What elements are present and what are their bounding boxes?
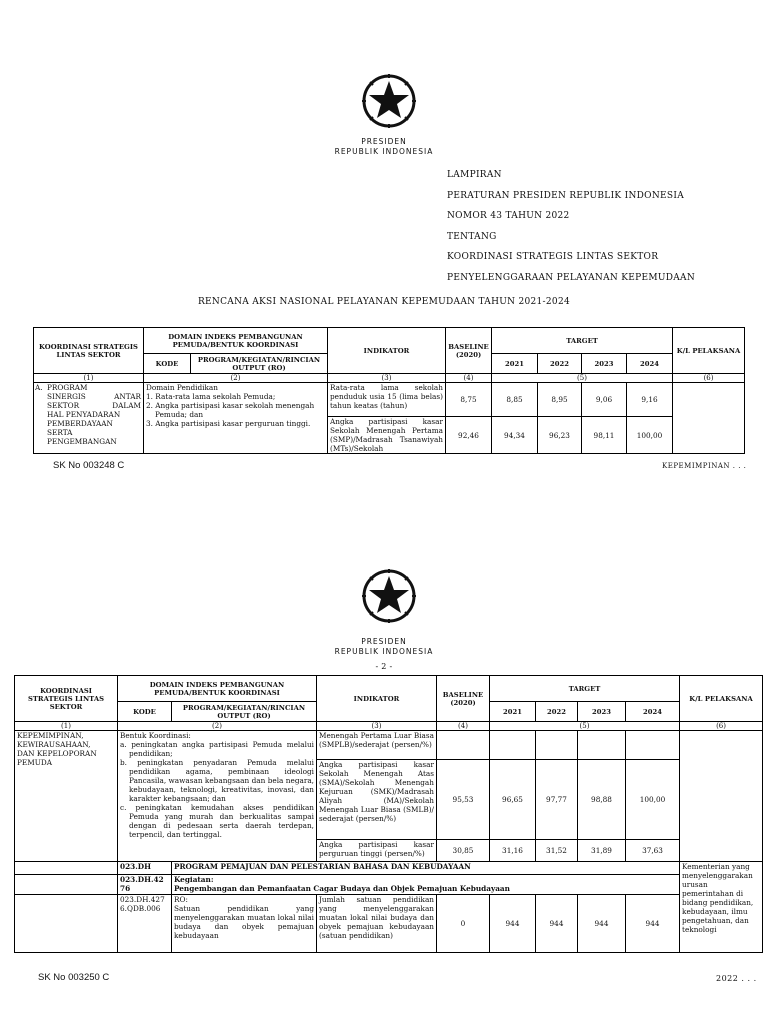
header-year: 2022: [536, 702, 578, 722]
program-line: PEMBERDAYAAN: [47, 419, 113, 428]
emblem-caption: [0, 137, 768, 157]
header-line1: PRESIDEN: [361, 637, 407, 646]
garuda-emblem-icon: [360, 72, 418, 130]
continuation-text-page1: KEPEMIMPINAN . . .: [662, 462, 747, 470]
ro-cell: [172, 895, 317, 953]
kegiatan-code-text: 023.DH.4276: [120, 875, 164, 893]
column-index: (1): [15, 722, 118, 731]
domain-cell: [144, 383, 328, 454]
program-name: PROGRAM PEMAJUAN DAN PELESTARIAN BAHASA DAN KEBUDAYAAN: [172, 862, 680, 875]
program-text: KEPEMIMPINAN, KEWIRAUSAHAAN, DAN KEPELOPORAN PEMUDA: [17, 731, 97, 767]
bentuk-koordinasi-cell: [118, 731, 317, 862]
target-cell: 31,89: [578, 840, 626, 862]
indikator-cell: Angka partisipasi kasar Sekolah Menengah Atas (SMA)/Sekolah Menengah Kejuruan (SMK)/Madrasah Aliyah (MA)/Sekolah Menengah Luar Biasa (SMLB)/ sederajat (persen/%): [317, 760, 437, 840]
column-index: (2): [118, 722, 317, 731]
column-index: (5): [492, 374, 673, 383]
ro-code-text: 023.DH.4276.QDB.006: [120, 895, 165, 913]
column-index: (3): [328, 374, 446, 383]
target-cell: 944: [490, 895, 536, 953]
target-cell: 98,11: [582, 417, 627, 454]
header-domain: DOMAIN INDEKS PEMBANGUNAN PEMUDA/BENTUK KOORDINASI: [118, 676, 317, 702]
empty-cell: [15, 875, 118, 895]
header-koordinasi: KOORDINASI STRATEGIS LINTAS SEKTOR: [34, 328, 144, 374]
baseline-cell: [437, 731, 490, 760]
target-cell: 98,88: [578, 760, 626, 840]
bentuk-item: c. peningkatan kemudahan akses pendidikan Pemuda yang murah dan berkualitas sampai dengan di pedesaan serta daerah terdepan, terpencil, dan tertinggal.: [120, 803, 314, 839]
header-target: TARGET: [490, 676, 680, 702]
header-year: 2021: [490, 702, 536, 722]
lampiran-block: [447, 170, 695, 293]
column-index: (2): [144, 374, 328, 383]
program-line: SINERGIS ANTAR: [47, 392, 141, 401]
header-indikator: INDIKATOR: [328, 328, 446, 374]
column-index: (3): [317, 722, 437, 731]
program-line: SEKTOR DALAM: [47, 401, 141, 410]
bentuk-item: a. peningkatan angka partisipasi Pemuda melalui pendidikan;: [120, 740, 314, 758]
kegiatan-cell: [172, 875, 680, 895]
domain-item: 3. Angka partisipasi kasar perguruan tinggi.: [146, 419, 311, 428]
garuda-emblem-icon: [360, 567, 418, 625]
indikator-cell: Angka partisipasi kasar perguruan tinggi (persen/%): [317, 840, 437, 862]
header-baseline: BASELINE (2020): [446, 328, 492, 374]
header-domain: DOMAIN INDEKS PEMBANGUNAN PEMUDA/BENTUK KOORDINASI: [144, 328, 328, 354]
target-cell: 96,65: [490, 760, 536, 840]
column-index: (6): [673, 374, 745, 383]
lampiran-line: TENTANG: [447, 231, 497, 242]
lampiran-line: KOORDINASI STRATEGIS LINTAS SEKTOR: [447, 252, 659, 262]
kl-cell: [680, 731, 763, 862]
column-index: (6): [680, 722, 763, 731]
indikator-cell: Rata-rata lama sekolah penduduk usia 15 (lima belas) tahun keatas (tahun): [328, 383, 446, 417]
target-cell: 31,16: [490, 840, 536, 862]
ro-code: [118, 895, 172, 953]
header-year: 2024: [627, 354, 673, 374]
header-line1: PRESIDEN: [361, 137, 407, 146]
program-line: SERTA: [47, 428, 73, 437]
indikator-text: Angka partisipasi kasar Sekolah Menengah Pertama (SMP)/Madrasah Tsanawiyah (MTs)/Sekolah: [330, 417, 443, 453]
sk-number-page2: SK No 003250 C: [38, 972, 110, 983]
column-index: (1): [34, 374, 144, 383]
header-year: 2021: [492, 354, 538, 374]
target-cell: 100,00: [626, 760, 680, 840]
program-line: PROGRAM: [47, 383, 88, 392]
lampiran-line: NOMOR 43 TAHUN 2022: [447, 211, 570, 221]
target-cell: 9,16: [627, 383, 673, 417]
header-program: PROGRAM/KEGIATAN/RINCIAN OUTPUT (RO): [191, 354, 328, 374]
target-cell: 944: [578, 895, 626, 953]
baseline-cell: 30,85: [437, 840, 490, 862]
empty-cell: [15, 862, 118, 875]
domain-title: Domain Pendidikan: [146, 383, 218, 392]
kegiatan-name: Pengembangan dan Pemanfaatan Cagar Budaya dan Objek Pemajuan Kebudayaan: [174, 884, 510, 893]
target-cell: [578, 731, 626, 760]
page-number: - 2 -: [375, 662, 393, 671]
bentuk-item: b. peningkatan penyadaran Pemuda melalui pendidikan agama, pembinaan ideologi Pancasila, wawasan kebangsaan dan bela negara, kebudayaan, teknologi, kreativitas, inovasi, dan karakter kebangsaan; dan: [120, 758, 314, 803]
program-letter: A.: [35, 383, 43, 392]
baseline-cell: 92,46: [446, 417, 492, 454]
kl-cell: [673, 383, 745, 454]
target-cell: 96,23: [538, 417, 582, 454]
kl-pelaksana-cell: Kementerian yang menyelenggarakan urusan pemerintahan di bidang pendidikan, kebudayaan, ilmu pengetahuan, dan teknologi: [680, 862, 763, 953]
document-title: RENCANA AKSI NASIONAL PELAYANAN KEPEMUDAAN TAHUN 2021-2024: [197, 297, 571, 307]
indikator-cell: Menengah Pertama Luar Biasa (SMPLB)/sederajat (persen/%): [317, 731, 437, 760]
header-year: 2023: [582, 354, 627, 374]
target-cell: 100,00: [627, 417, 673, 454]
indikator-cell: Jumlah satuan pendidikan yang menyelenggarakan muatan lokal nilai budaya dan obyek pemajuan kebudayaan (satuan pendidikan): [317, 895, 437, 953]
lampiran-line: PENYELENGGARAAN PELAYANAN KEPEMUDAAN: [447, 272, 696, 283]
lampiran-line: LAMPIRAN: [447, 170, 502, 180]
ro-name: Satuan pendidikan yang menyelenggarakan muatan lokal nilai budaya dan obyek pemajuan kebudayaan: [174, 904, 314, 940]
domain-item: 1. Rata-rata lama sekolah Pemuda;: [146, 392, 276, 401]
empty-cell: [15, 895, 118, 953]
baseline-cell: 95,53: [437, 760, 490, 840]
kegiatan-label: Kegiatan:: [174, 875, 214, 884]
header-baseline: BASELINE (2020): [437, 676, 490, 722]
column-index: (4): [446, 374, 492, 383]
target-cell: 9,06: [582, 383, 627, 417]
header-koordinasi: KOORDINASI STRATEGIS LINTAS SEKTOR: [15, 676, 118, 722]
target-cell: 8,85: [492, 383, 538, 417]
bentuk-title: Bentuk Koordinasi:: [120, 731, 191, 740]
continuation-text-page2: 2022 . . .: [716, 974, 757, 983]
target-cell: 31,52: [536, 840, 578, 862]
emblem-caption: [0, 637, 768, 657]
target-cell: 97,77: [536, 760, 578, 840]
header-line2: REPUBLIK INDONESIA: [334, 147, 434, 156]
program-cell: [15, 731, 118, 862]
target-cell: [536, 731, 578, 760]
header-target: TARGET: [492, 328, 673, 354]
rencana-aksi-table-page1: [33, 327, 745, 454]
header-kl-pelaksana: K/L PELAKSANA: [680, 676, 763, 722]
header-kode: KODE: [118, 702, 172, 722]
lampiran-line: PERATURAN PRESIDEN REPUBLIK INDONESIA: [447, 190, 685, 201]
target-cell: 944: [536, 895, 578, 953]
header-line2: REPUBLIK INDONESIA: [334, 647, 434, 656]
header-year: 2023: [578, 702, 626, 722]
baseline-cell: 8,75: [446, 383, 492, 417]
program-line: PENGEMBANGAN: [47, 437, 117, 446]
target-cell: [626, 731, 680, 760]
header-kode: KODE: [144, 354, 191, 374]
kegiatan-code: [118, 875, 172, 895]
header-indikator: INDIKATOR: [317, 676, 437, 722]
target-cell: 944: [626, 895, 680, 953]
header-kl-pelaksana: K/L PELAKSANA: [673, 328, 745, 374]
target-cell: [490, 731, 536, 760]
header-year: 2022: [538, 354, 582, 374]
baseline-cell: 0: [437, 895, 490, 953]
program-code: 023.DH: [118, 862, 172, 875]
header-program: PROGRAM/KEGIATAN/RINCIAN OUTPUT (RO): [172, 702, 317, 722]
program-line: HAL PENYADARAN: [47, 410, 121, 419]
sk-number-page1: SK No 003248 C: [53, 460, 125, 471]
domain-item: 2. Angka partisipasi kasar sekolah menengah Pemuda; dan: [146, 401, 315, 419]
column-index: (4): [437, 722, 490, 731]
program-cell: [34, 383, 144, 454]
column-index: (5): [490, 722, 680, 731]
target-cell: 94,34: [492, 417, 538, 454]
header-year: 2024: [626, 702, 680, 722]
ro-label: RO:: [174, 895, 188, 904]
target-cell: 8,95: [538, 383, 582, 417]
rencana-aksi-table-page2: [14, 675, 763, 953]
indikator-cell: [328, 417, 446, 454]
target-cell: 37,63: [626, 840, 680, 862]
